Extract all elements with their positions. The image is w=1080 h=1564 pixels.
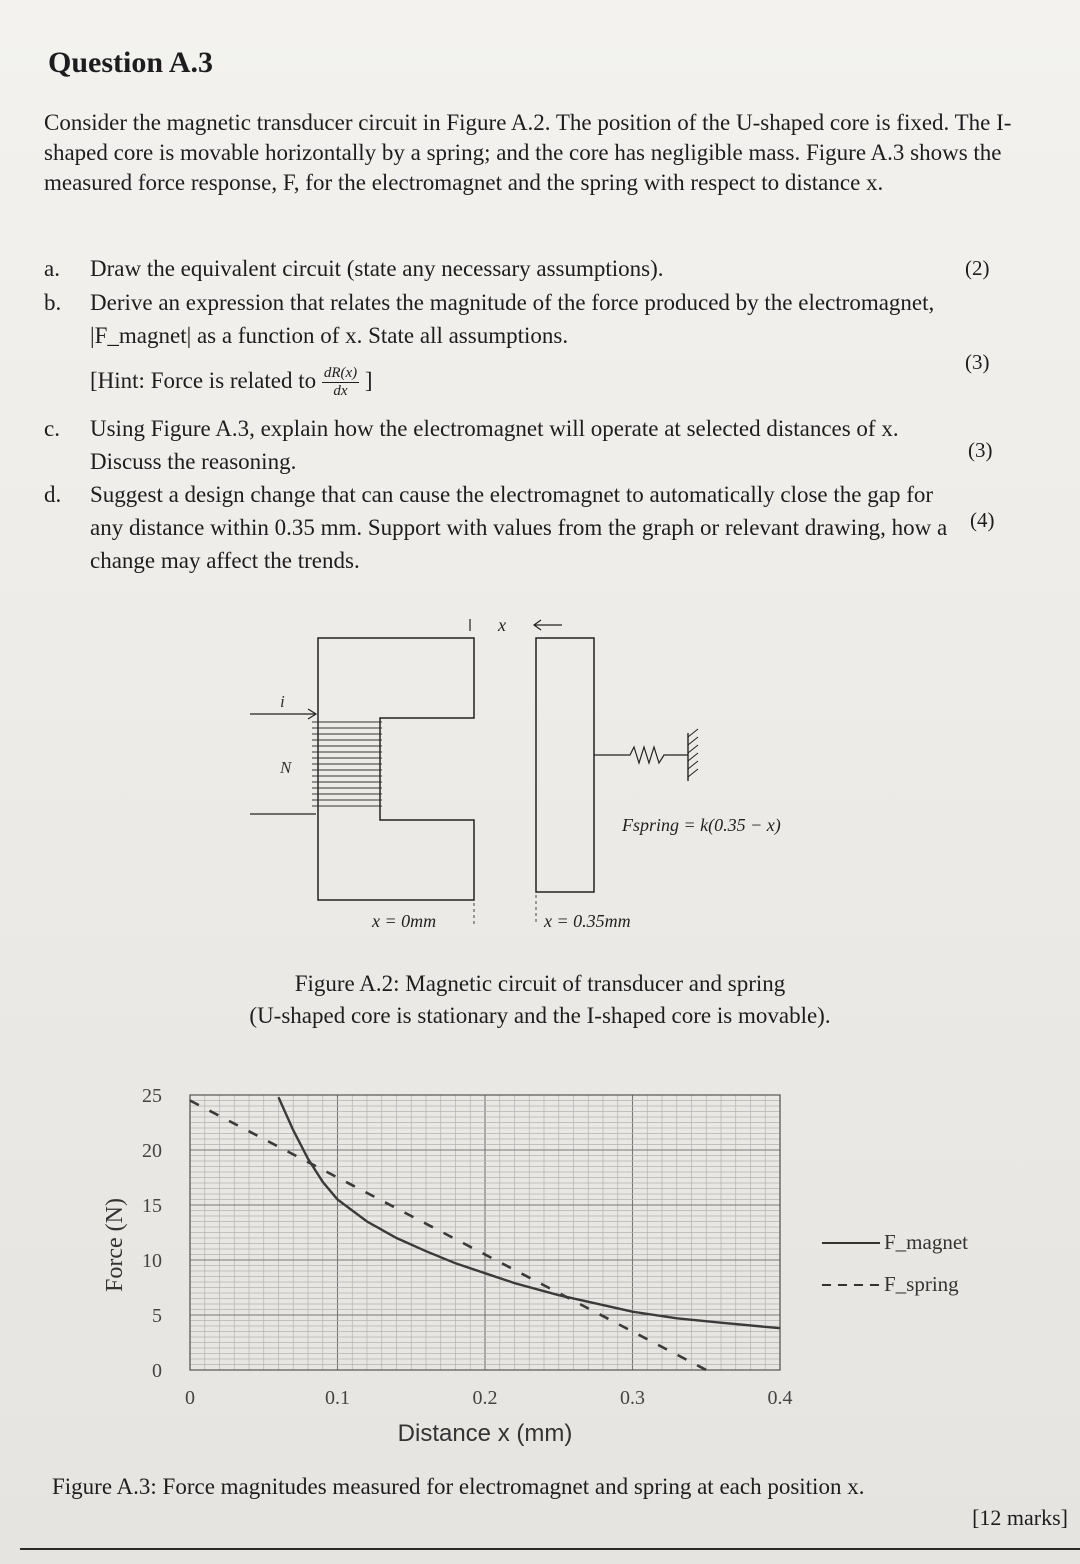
x035-label: x = 0.35mm: [544, 911, 631, 931]
x-axis-label: Distance x (mm): [397, 1420, 573, 1447]
i-shaped-core: [536, 638, 594, 892]
turns-label: N: [280, 758, 292, 777]
part-text: Draw the equivalent circuit (state any necessary assumptions).: [90, 256, 664, 281]
hint-suffix: ]: [364, 368, 373, 393]
x-tick-label: 0.2: [472, 1387, 498, 1409]
part-letter: b.: [44, 290, 62, 315]
spring-equation: Fspring = k(0.35 − x): [622, 815, 781, 835]
y-tick-label: 20: [142, 1140, 162, 1162]
part-text: Suggest a design change that can cause the electromagnet to automatically close the gap for any distance within 0.35 mm. Support with values from the graph or relevant drawing, how a change may affect the trends.: [90, 482, 948, 573]
x-tick-label: 0: [185, 1387, 195, 1409]
part-letter: d.: [44, 482, 62, 507]
y-tick-label: 10: [142, 1250, 162, 1272]
hint-prefix: [Hint: Force is related to: [90, 368, 317, 393]
figure-a2-caption-line2: (U-shaped core is stationary and the I-shaped core is movable).: [249, 1003, 831, 1028]
x-dim-label: x: [498, 615, 506, 635]
legend-spring-label: F_spring: [884, 1272, 959, 1296]
hint-denominator: dx: [333, 383, 348, 400]
x-tick-label: 0.3: [620, 1387, 645, 1409]
force-distance-chart: [90, 1075, 1050, 1465]
part-b-marks: (3): [965, 350, 990, 374]
series-line-f-spring: [190, 1101, 706, 1371]
y-tick-label: 0: [152, 1360, 162, 1382]
coil-winding: [312, 722, 382, 806]
legend-magnet-label: F_magnet: [884, 1230, 968, 1254]
part-d-marks: (4): [970, 508, 995, 532]
chart-grid: [190, 1095, 780, 1370]
x-tick-label: 0.4: [767, 1387, 793, 1409]
total-marks: [12 marks]: [972, 1505, 1068, 1530]
spring-icon: [594, 747, 688, 763]
x0-label: x = 0mm: [372, 911, 437, 931]
y-tick-label: 5: [152, 1305, 162, 1327]
y-tick-label: 25: [142, 1085, 162, 1107]
part-letter: c.: [44, 416, 60, 441]
current-label: i: [280, 692, 285, 711]
figure-a2-caption-line1: Figure A.2: Magnetic circuit of transducer and spring: [294, 971, 786, 996]
hint-numerator: dR(x): [323, 365, 358, 382]
ground-hatch-icon: [688, 729, 698, 777]
part-a-marks: (2): [965, 256, 990, 280]
part-b-hint: [90, 364, 690, 400]
part-letter: a.: [44, 256, 60, 281]
bottom-rule: [20, 1548, 1080, 1550]
part-c-marks: (3): [968, 438, 993, 462]
question-intro: Consider the magnetic transducer circuit in Figure A.2. The position of the U-shaped core is fixed. The I-shaped core is movable horizontally by a spring; and the core has negligible mass. Figure A.3 shows the measured force response, F, for the electromagnet and the spring with respect to distance x.: [44, 110, 1012, 195]
y-tick-labels: [142, 1085, 162, 1382]
y-tick-label: 15: [142, 1195, 162, 1217]
figure-a3-caption: Figure A.3: Force magnitudes measured for electromagnet and spring at each position x.: [52, 1474, 865, 1499]
y-axis-label: Force (N): [102, 1198, 128, 1292]
question-title: Question A.3: [48, 46, 214, 79]
part-text: Using Figure A.3, explain how the electromagnet will operate at selected distances of x. Discuss the reasoning.: [90, 416, 899, 474]
hint-fraction: [322, 365, 359, 400]
x-tick-label: 0.1: [325, 1387, 350, 1409]
u-shaped-core: [318, 638, 474, 900]
x-tick-labels: [185, 1387, 793, 1409]
part-text: Derive an expression that relates the magnitude of the force produced by the electromagnet, |F_magnet| as a function of x. State all assumptions.: [90, 290, 935, 348]
magnetic-circuit-diagram: [240, 605, 860, 945]
